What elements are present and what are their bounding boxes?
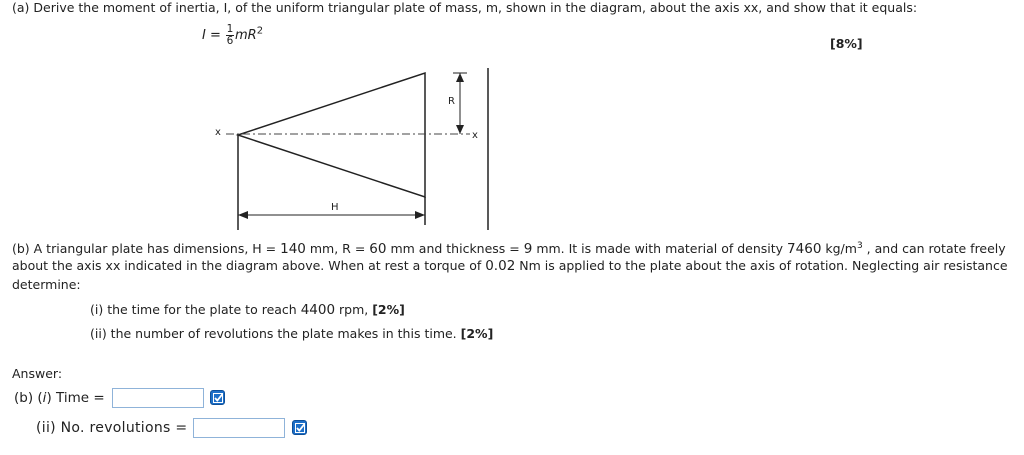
formula-lhs: I = bbox=[202, 28, 221, 43]
check-icon bbox=[213, 393, 223, 403]
time-check-button[interactable] bbox=[210, 390, 225, 405]
value-r: 60 bbox=[369, 241, 387, 258]
value-density: 7460 bbox=[787, 241, 822, 258]
revolutions-answer-input[interactable] bbox=[193, 418, 285, 438]
h-arrow-left bbox=[238, 211, 248, 219]
part-b-line-1: (b) A triangular plate has dimensions, H = 140 mm, R = 60 mm and thickness = 9 mm. It is made with material of density 7460 $kg/m^3$ , and can rotate freely bbox=[12, 241, 1006, 258]
sub-question-ii: (ii) the number of revolutions the plate makes in this time. [2%] bbox=[90, 326, 494, 341]
part-b-line-3: determine: bbox=[12, 277, 81, 292]
h-arrow-right bbox=[415, 211, 425, 219]
h-dimension-label: H bbox=[331, 202, 339, 213]
part-b-line-2: about the axis xx indicated in the diagram above. When at rest a torque of 0.02 Nm is applied to the plate about the axis of rotation. Neglecting air resistance bbox=[12, 258, 1008, 274]
axis-label-right: x bbox=[472, 130, 478, 141]
part-a-question: (a) Derive the moment of inertia, I, of the uniform triangular plate of mass, m, shown in the diagram, about the axis xx, and show that it equals: bbox=[12, 0, 918, 15]
r-arrow-bottom bbox=[456, 125, 464, 134]
r-arrow-top bbox=[456, 73, 464, 82]
formula-exponent: 2 bbox=[256, 25, 264, 37]
value-rpm: 4400 bbox=[300, 302, 336, 318]
revolutions-check-button[interactable] bbox=[292, 420, 307, 435]
r-dimension-label: R bbox=[448, 96, 455, 107]
time-label: (b) (i) Time = bbox=[14, 390, 105, 406]
answer-heading: Answer: bbox=[12, 366, 63, 381]
sub-ii-marks: [2%] bbox=[460, 326, 494, 341]
time-answer-input[interactable] bbox=[112, 388, 204, 408]
revolutions-label: (ii) No. revolutions = bbox=[36, 420, 188, 436]
value-thickness: 9 bbox=[523, 241, 533, 258]
sub-i-marks: [2%] bbox=[372, 302, 405, 317]
value-h: 140 bbox=[280, 241, 306, 258]
sub-question-i: (i) the time for the plate to reach 4400 rpm, [2%] bbox=[90, 302, 405, 318]
axis-label-left: x bbox=[215, 127, 221, 138]
formula-denominator: 6 bbox=[226, 35, 234, 47]
formula-rhs: mR bbox=[235, 28, 257, 43]
formula-numerator: 1 bbox=[226, 23, 234, 35]
triangular-plate bbox=[238, 73, 425, 197]
part-a-marks: [8%] bbox=[830, 36, 863, 51]
value-torque: 0.02 bbox=[485, 258, 516, 274]
check-icon bbox=[295, 423, 305, 433]
